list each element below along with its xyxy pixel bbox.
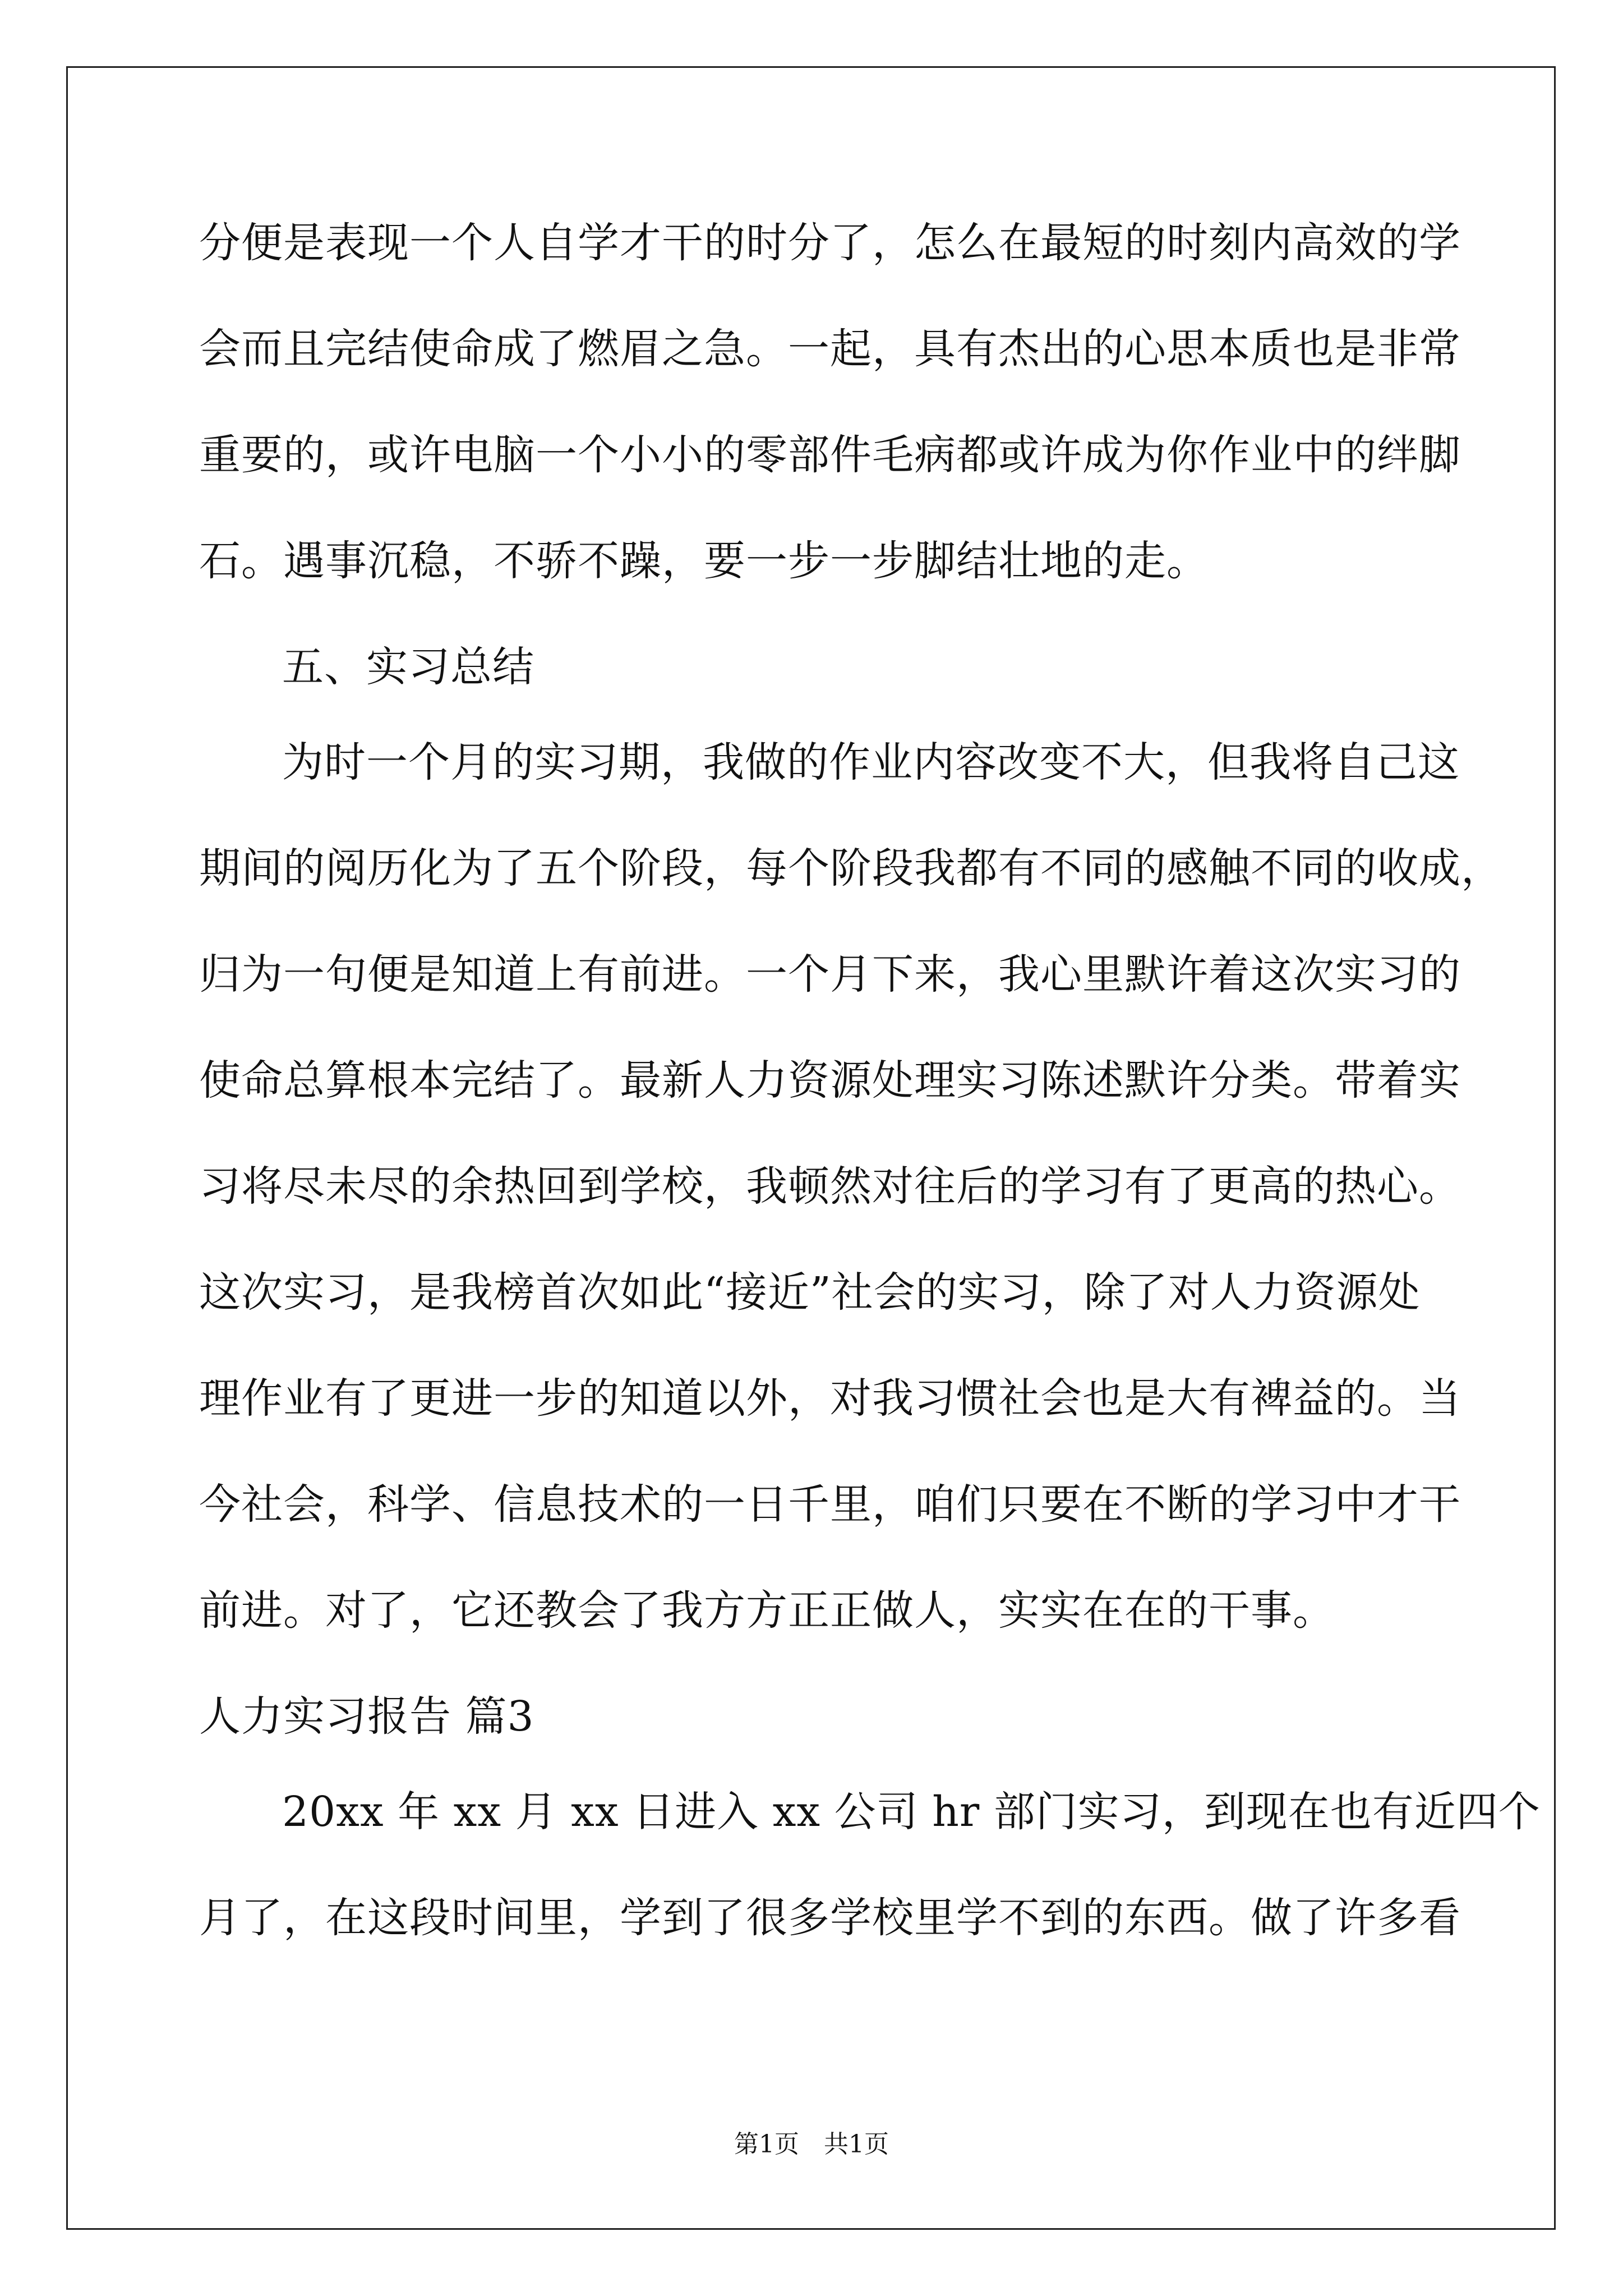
paragraph-line: 使命总算根本完结了。最新人力资源处理实习陈述默许分类。带着实 xyxy=(199,1056,1461,1105)
paragraph-line: 会而且完结使命成了燃眉之急。一起，具有杰出的心思本质也是非常 xyxy=(199,325,1461,373)
paragraph-line: 石。遇事沉稳，不骄不躁，要一步一步脚结壮地的走。 xyxy=(199,537,1209,585)
page-footer xyxy=(0,2128,1623,2161)
paragraph-line: 期间的阅历化为了五个阶段，每个阶段我都有不同的感触不同的收成， xyxy=(199,844,1503,892)
paragraph-line: 分便是表现一个人自学才干的时分了，怎么在最短的时刻内高效的学 xyxy=(199,219,1461,267)
article-title: 人力实习报告 篇3 xyxy=(199,1692,534,1741)
page-number-current: 第1页 xyxy=(734,2130,799,2159)
paragraph-line: 为时一个月的实习期，我做的作业内容改变不大，但我将自己这 xyxy=(282,738,1460,786)
paragraph-line: 理作业有了更进一步的知道以外，对我习惯社会也是大有裨益的。当 xyxy=(199,1374,1461,1423)
paragraph-line: 习将尽未尽的余热回到学校，我顿然对往后的学习有了更高的热心。 xyxy=(199,1162,1461,1211)
page-number-total: 共1页 xyxy=(824,2130,889,2159)
section-heading: 五、实习总结 xyxy=(282,643,534,691)
paragraph-line: 今社会，科学、信息技术的一日千里，咱们只要在不断的学习中才干 xyxy=(199,1480,1461,1529)
paragraph-line: 月了，在这段时间里，学到了很多学校里学不到的东西。做了许多看 xyxy=(199,1894,1461,1942)
paragraph-line: 前进。对了，它还教会了我方方正正做人，实实在在的干事。 xyxy=(199,1586,1335,1635)
paragraph-line: 归为一句便是知道上有前进。一个月下来，我心里默许着这次实习的 xyxy=(199,950,1461,999)
paragraph-line: 这次实习，是我榜首次如此“接近”社会的实习，除了对人力资源处 xyxy=(199,1268,1421,1317)
document-body xyxy=(199,215,1541,1996)
paragraph-line: 20xx 年 xx 月 xx 日进入 xx 公司 hr 部门实习，到现在也有近四个 xyxy=(282,1788,1541,1836)
paragraph-line: 重要的，或许电脑一个小小的零部件毛病都或许成为你作业中的绊脚 xyxy=(199,431,1461,479)
